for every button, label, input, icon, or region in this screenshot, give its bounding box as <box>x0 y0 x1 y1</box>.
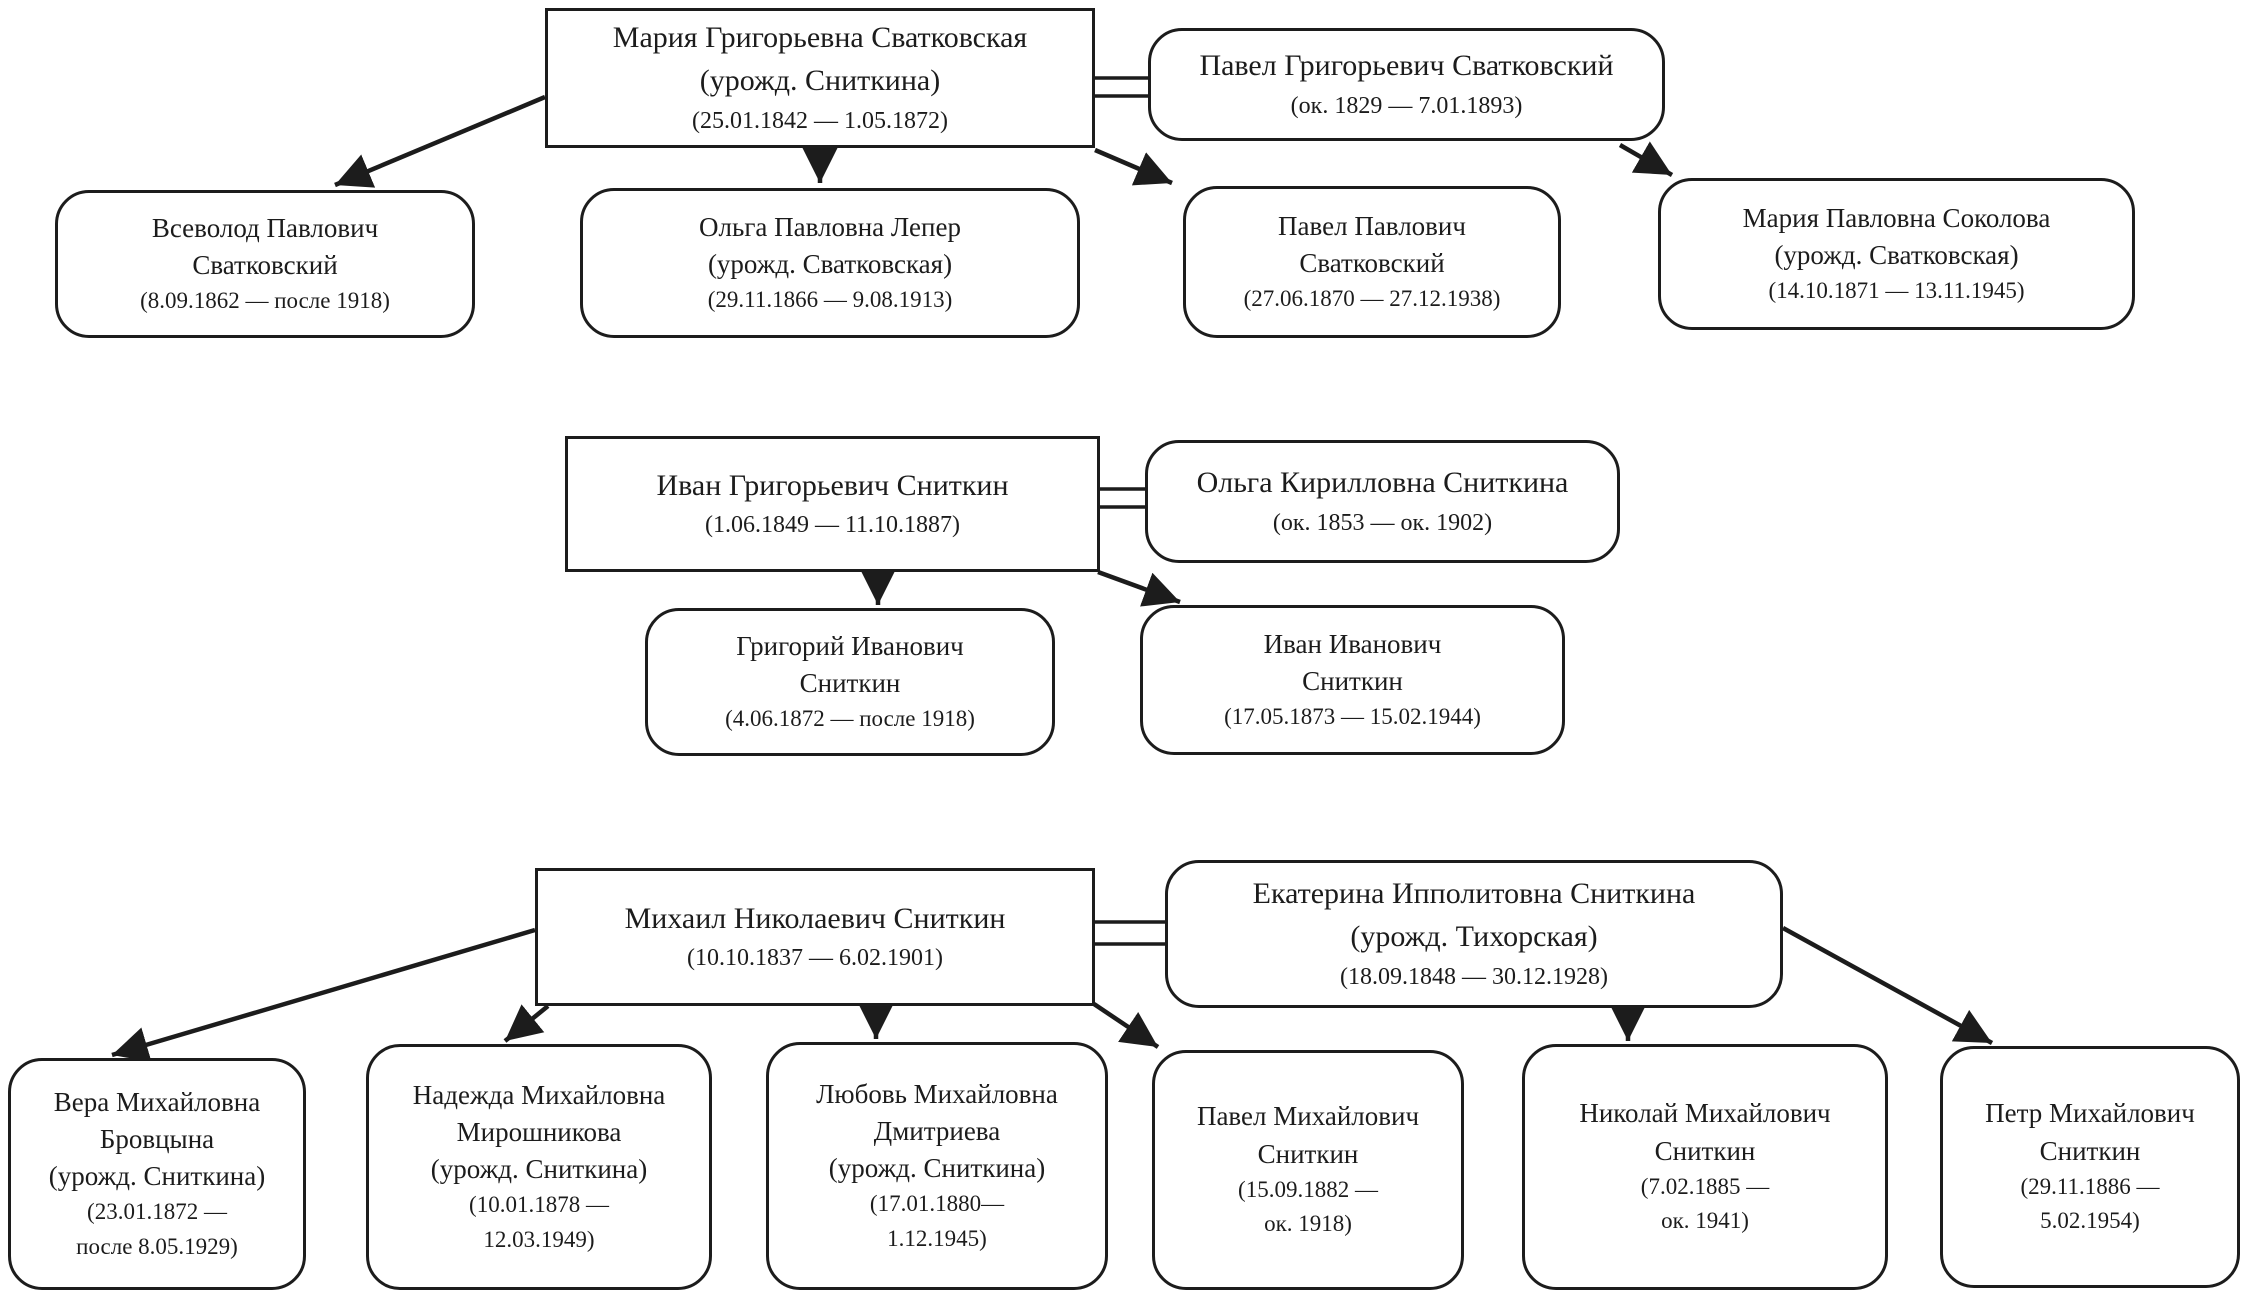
person-box-ivan-snitkin-jr <box>1140 605 1565 755</box>
person-name-line: Сватковский <box>192 249 338 280</box>
person-name-line: Григорий Иванович <box>736 630 964 661</box>
person-name-line: Всеволод Павлович <box>151 212 379 243</box>
person-dates-line: 1.12.1945) <box>887 1225 987 1251</box>
person-dates-line: (8.09.1862 — после 1918) <box>140 288 390 313</box>
marriage-connector-group1 <box>1095 78 1148 96</box>
person-dates-line: (ок. 1829 — 7.01.1893) <box>1290 92 1523 119</box>
person-dates-line: ок. 1918) <box>1264 1211 1352 1237</box>
person-dates-line: 12.03.1949) <box>483 1226 595 1252</box>
person-dates-line: (23.01.1872 — <box>87 1199 227 1225</box>
person-name-line: Ольга Кирилловна Сниткина <box>1196 466 1569 500</box>
person-name-line: Сниткин <box>1257 1138 1359 1169</box>
person-name-line: Николай Михайлович <box>1579 1098 1831 1129</box>
person-box-pavel-snitkin <box>1152 1050 1464 1290</box>
person-name-line: Павел Григорьевич Сватковский <box>1199 49 1614 83</box>
person-name-line: Екатерина Ипполитовна Сниткина <box>1252 876 1696 910</box>
person-name-line: Иван Иванович <box>1263 628 1442 659</box>
person-dates-line: (18.09.1848 — 30.12.1928) <box>1340 963 1608 990</box>
person-name-line: Павел Михайлович <box>1196 1101 1420 1132</box>
person-box-grigoriy-snitkin <box>645 608 1055 756</box>
person-dates-line: (14.10.1871 — 13.11.1945) <box>1768 278 2025 303</box>
person-dates-line: (7.02.1885 — <box>1640 1173 1770 1199</box>
person-box-pavel-svatkovsky-jr <box>1183 186 1561 338</box>
person-name-line: (урожд. Сниткина) <box>430 1154 648 1185</box>
person-box-nikolay-snitkin <box>1522 1044 1888 1290</box>
person-box-mikhail-snitkin <box>535 868 1095 1006</box>
person-name-line: Мария Павловна Соколова <box>1742 202 2051 233</box>
person-name-line: Ольга Павловна Лепер <box>699 211 961 242</box>
person-name-line: Павел Павлович <box>1278 210 1466 241</box>
person-name-line: (урожд. Сниткина) <box>48 1161 266 1192</box>
parent-child-arrows-group2 <box>878 572 1180 605</box>
person-box-maria-svatkovskaya <box>545 8 1095 148</box>
person-dates-line: (29.11.1886 — <box>2020 1173 2160 1199</box>
person-name-line: (урожд. Сватковская) <box>707 248 953 279</box>
person-box-petr-snitkin <box>1940 1046 2240 1288</box>
person-dates-line: (25.01.1842 — 1.05.1872) <box>692 107 948 134</box>
person-dates-line: (17.05.1873 — 15.02.1944) <box>1224 704 1481 729</box>
person-name-line: Сниткин <box>799 667 901 698</box>
person-box-ekaterina-snitkina <box>1165 860 1783 1008</box>
person-dates-line: (27.06.1870 — 27.12.1938) <box>1243 286 1501 311</box>
person-dates-line: ок. 1941) <box>1661 1208 1749 1234</box>
person-name-line: Петр Михайлович <box>1985 1098 2195 1129</box>
person-dates-line: после 8.05.1929) <box>76 1233 238 1259</box>
person-name-line: Дмитриева <box>873 1115 1001 1146</box>
person-name-line: Михаил Николаевич Сниткин <box>624 901 1006 935</box>
person-box-olga-snitkina <box>1145 440 1620 563</box>
person-name-line: Иван Григорьевич Сниткин <box>656 468 1009 502</box>
person-box-vsevolod-svatkovsky <box>55 190 475 338</box>
person-box-pavel-svatkovsky-sr <box>1148 28 1665 141</box>
person-box-lyubov-dmitrieva <box>766 1042 1108 1290</box>
person-name-line: (урожд. Сниткина) <box>828 1153 1046 1184</box>
person-dates-line: (17.01.1880— <box>869 1191 1005 1217</box>
person-name-line: Сниткин <box>2039 1135 2141 1166</box>
person-name-line: (урожд. Сниткина) <box>699 64 941 98</box>
person-name-line: Сниткин <box>1302 665 1403 696</box>
person-box-ivan-snitkin-sr <box>565 436 1100 572</box>
person-box-nadezhda-miroshnikova <box>366 1044 712 1290</box>
person-name-line: Любовь Михайловна <box>816 1078 1058 1109</box>
person-dates-line: (15.09.1882 — <box>1238 1176 1378 1202</box>
person-dates-line: 5.02.1954) <box>2040 1208 2140 1234</box>
person-dates-line: (1.06.1849 — 11.10.1887) <box>704 512 961 539</box>
person-dates-line: (4.06.1872 — после 1918) <box>725 706 975 731</box>
person-name-line: Мария Григорьевна Сватковская <box>612 20 1028 54</box>
person-name-line: Надежда Михайловна <box>412 1079 666 1110</box>
marriage-connector-group2 <box>1100 489 1145 507</box>
person-name-line: (урожд. Тихорская) <box>1350 920 1598 954</box>
person-name-line: Сниткин <box>1654 1135 1756 1166</box>
person-box-vera-brovtsyna <box>8 1058 306 1290</box>
person-name-line: Сватковский <box>1299 247 1445 278</box>
person-name-line: Бровцына <box>99 1123 215 1154</box>
person-dates-line: (10.01.1878 — <box>469 1192 609 1218</box>
person-name-line: (урожд. Сватковская) <box>1774 239 2019 270</box>
person-dates-line: (10.10.1837 — 6.02.1901) <box>687 945 943 972</box>
person-name-line: Мирошникова <box>456 1116 622 1147</box>
person-dates-line: (ок. 1853 — ок. 1902) <box>1272 509 1493 536</box>
person-name-line: Вера Михайловна <box>53 1086 261 1117</box>
marriage-connector-group3 <box>1095 922 1165 944</box>
person-dates-line: (29.11.1866 — 9.08.1913) <box>707 287 953 312</box>
person-box-maria-sokolova <box>1658 178 2135 330</box>
person-box-olga-leper <box>580 188 1080 338</box>
